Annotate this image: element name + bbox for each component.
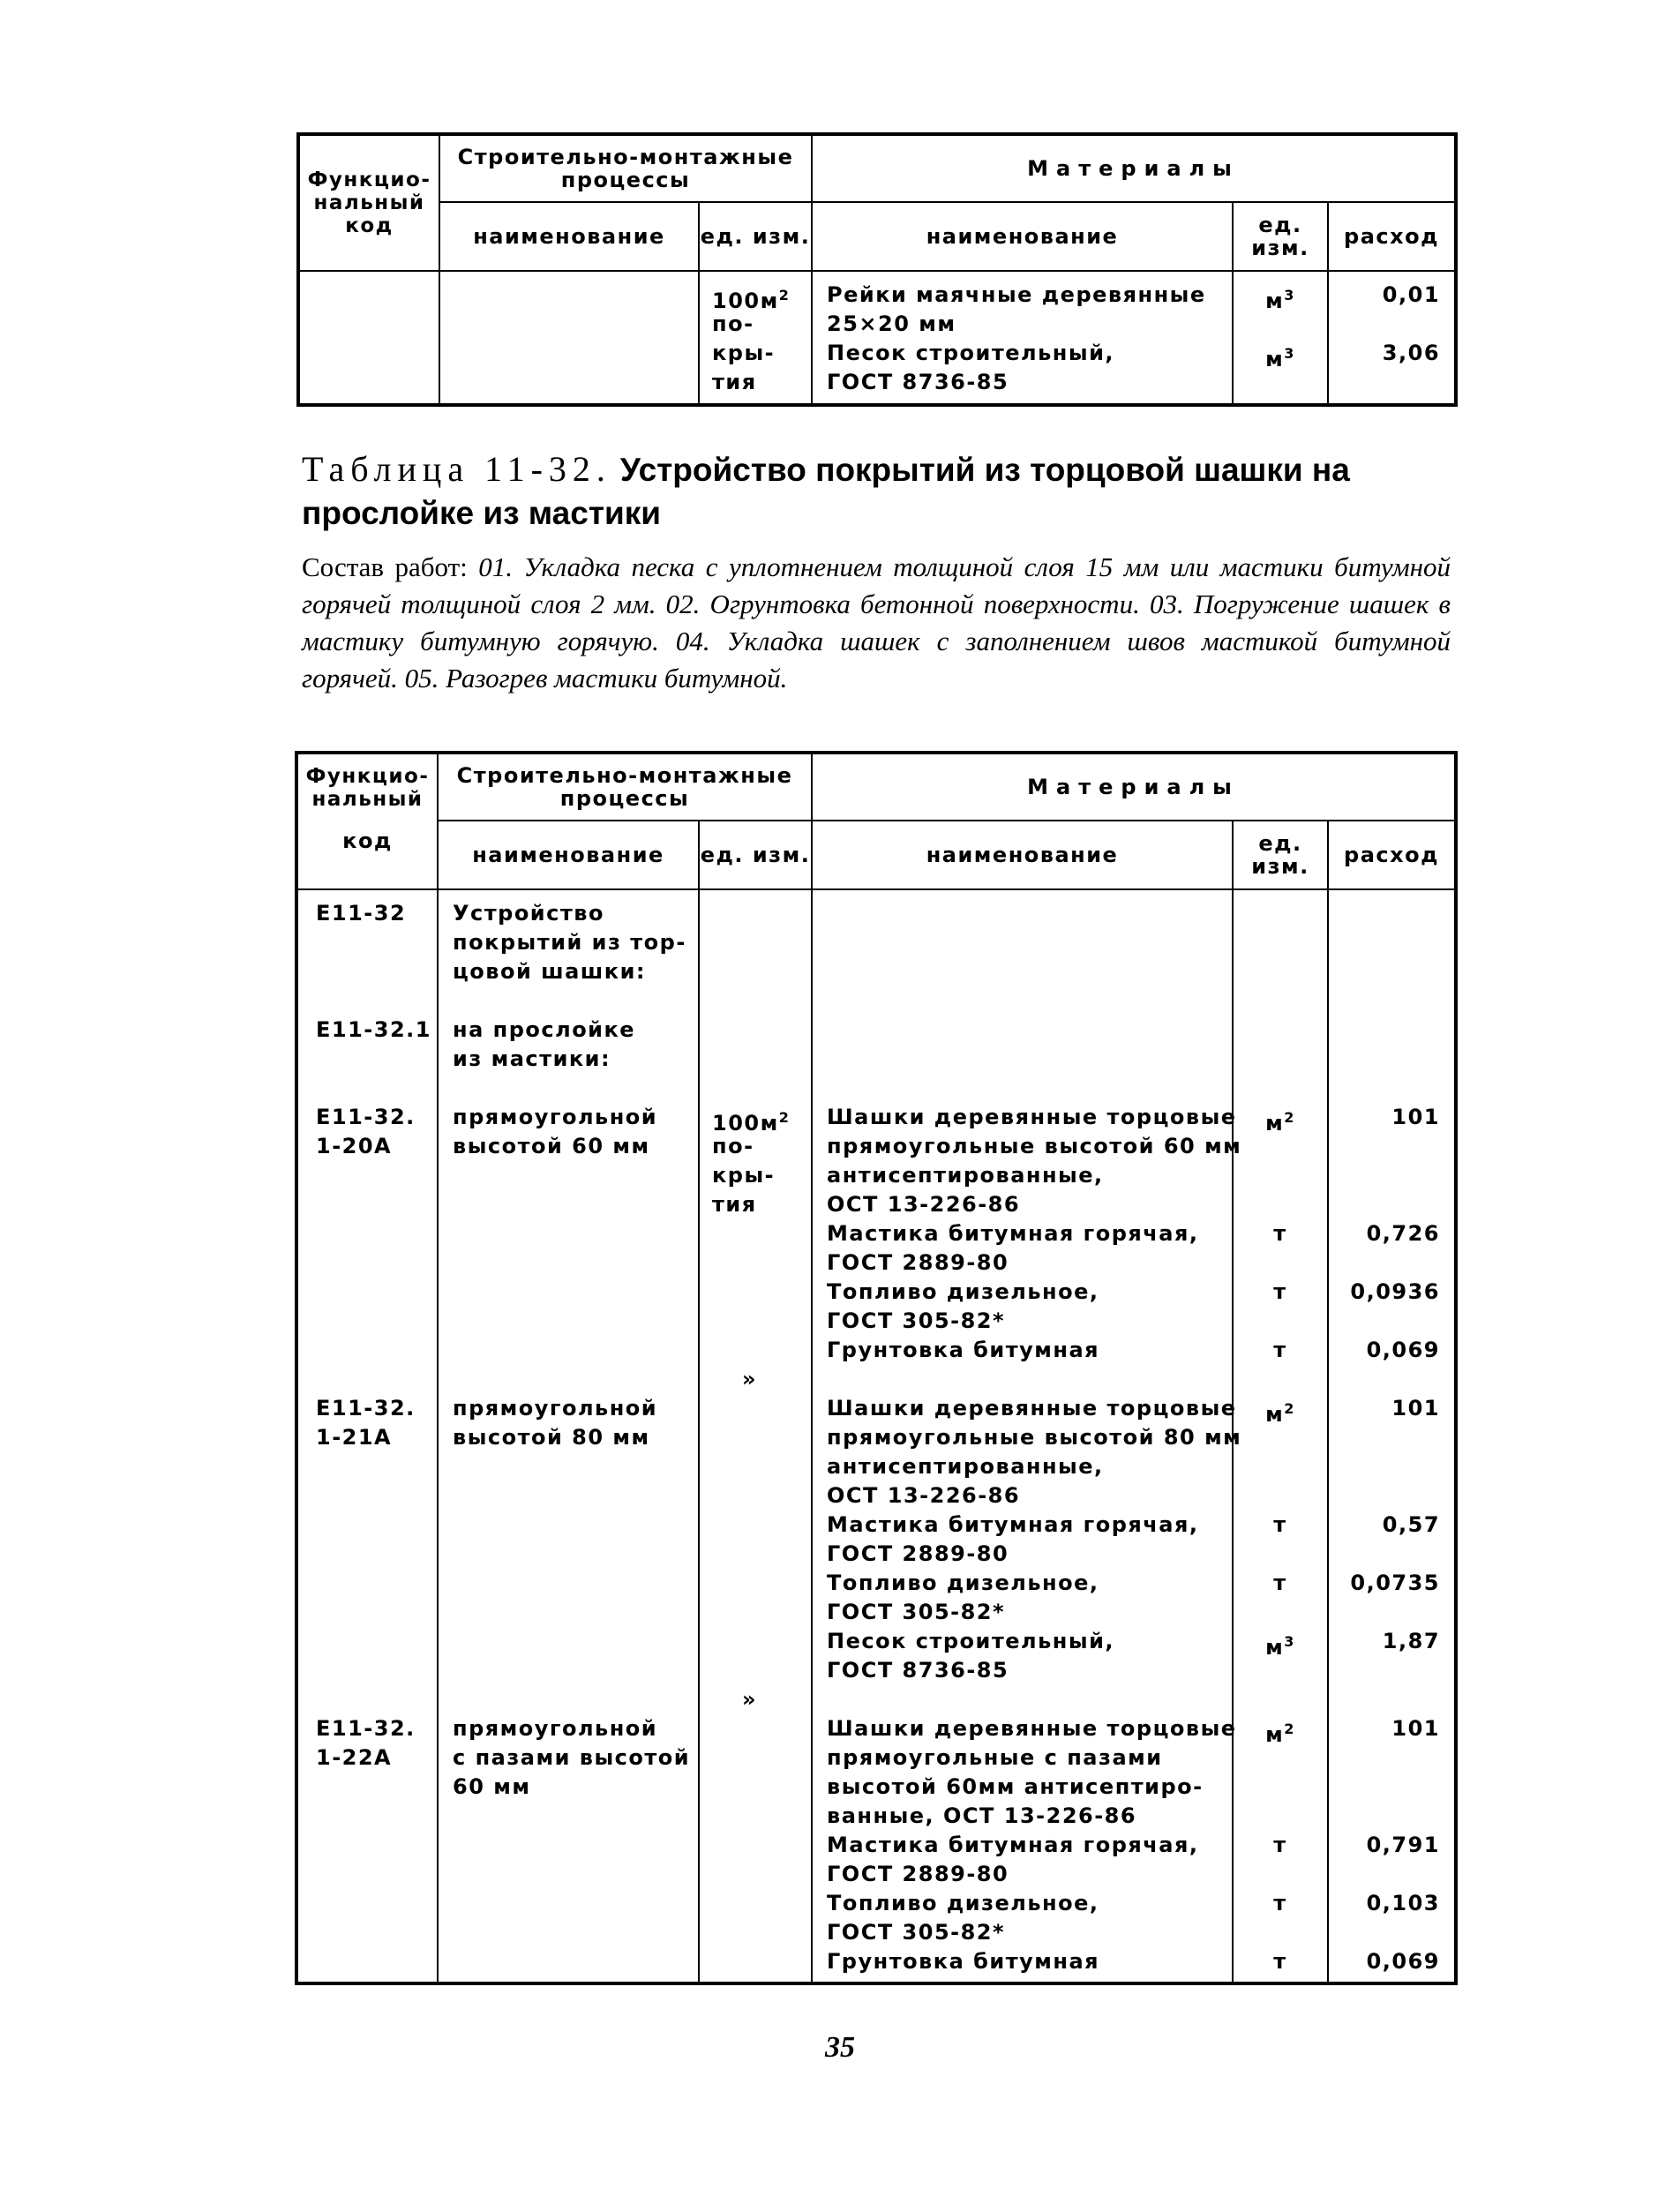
table-subject: Устройство покрытий из торцовой шашки на прослойке из мастики (302, 452, 1350, 531)
material-line: прямоугольные высотой 60 мм (827, 1134, 1242, 1158)
material-line: антисептированные, (827, 1163, 1104, 1188)
material-qty: 0,0735 (1350, 1571, 1441, 1595)
process-line: 60 мм (453, 1774, 531, 1799)
material-unit: $м^3$ (1265, 345, 1295, 371)
material-line: ГОСТ 8736-85 (827, 370, 1009, 394)
process-line: прямоугольной (453, 1105, 658, 1129)
code-line: Е11-32.1 (316, 1017, 431, 1042)
unit-line: по- (712, 1134, 754, 1158)
process-name-header: наименование (439, 202, 699, 271)
material-line: Песок строительный, (827, 341, 1115, 365)
material-line: антисептированные, (827, 1454, 1104, 1479)
consumption-cell (1328, 271, 1456, 405)
code-line: 1-21А (316, 1425, 393, 1450)
work-description (302, 549, 1451, 697)
material-line: Топливо дизельное, (827, 1891, 1099, 1915)
material-line: Грунтовка битумная (827, 1338, 1100, 1362)
process-unit-header: ед. изм. (699, 821, 812, 889)
material-unit: $м^3$ (1265, 287, 1295, 313)
unit-line: $100м^2$ (712, 1109, 791, 1136)
material-qty: 0,01 (1382, 282, 1441, 307)
material-line: ванные, ОСТ 13-226-86 (827, 1803, 1137, 1828)
process-line: Устройство (453, 901, 604, 926)
material-unit: т (1273, 1949, 1287, 1974)
ditto-mark: » (742, 1367, 758, 1391)
material-line: Шашки деревянные торцовые (827, 1716, 1237, 1741)
process-unit-cell (699, 271, 812, 405)
material-unit: $м^2$ (1265, 1400, 1295, 1427)
material-line: Шашки деревянные торцовые (827, 1105, 1237, 1129)
material-line: ГОСТ 2889-80 (827, 1541, 1009, 1566)
material-qty: 0,103 (1366, 1891, 1441, 1915)
page-number: 35 (825, 2031, 855, 2064)
material-name-cell (812, 271, 1233, 405)
table-title (302, 448, 1466, 535)
process-unit-header: ед. изм. (699, 202, 812, 271)
material-line: ГОСТ 2889-80 (827, 1250, 1009, 1275)
consumption-column (1328, 889, 1456, 1983)
code-line: Е11-32 (316, 901, 407, 926)
material-unit: $м^3$ (1265, 1633, 1295, 1660)
material-unit: т (1273, 1891, 1287, 1915)
material-unit-column (1233, 889, 1328, 1983)
consumption-header: расход (1328, 821, 1456, 889)
processes-header: Строительно-монтажные процессы (439, 134, 812, 202)
process-unit-column (699, 889, 812, 1983)
material-line: высотой 60мм антисептиро- (827, 1774, 1204, 1799)
material-line: Рейки маячные деревянные (827, 282, 1206, 307)
material-line: Мастика битумная горячая, (827, 1833, 1199, 1857)
material-line: ГОСТ 2889-80 (827, 1862, 1009, 1886)
work-description-text: 01. Укладка песка с уплотнением толщиной слоя 15 мм или мастики битумной горячей толщиной слоя 2 мм. 02. Огрунтовка бетонной поверхности. 03. Погружение шашек в мастику битумную горячую. 04. Укладка шашек с заполнением швов мастикой битумной горячей. 05. Разогрев мастики битумной. (302, 551, 1451, 693)
material-line: Топливо дизельное, (827, 1279, 1099, 1304)
material-unit: т (1273, 1833, 1287, 1857)
unit-line: кры- (712, 341, 776, 365)
code-line: Е11-32. (316, 1396, 416, 1421)
norm-table-11-32 (295, 751, 1458, 1985)
work-description-lead: Состав работ: (302, 551, 468, 582)
material-name-column (812, 889, 1242, 1983)
func-code-header-bottom: код (296, 821, 438, 889)
process-line: высотой 60 мм (453, 1134, 650, 1158)
process-line: на прослойке (453, 1017, 636, 1042)
code-line: 1-20А (316, 1134, 393, 1158)
code-line: Е11-32. (316, 1105, 416, 1129)
material-unit: т (1273, 1221, 1287, 1246)
material-line: 25×20 мм (827, 311, 956, 336)
consumption-header: расход (1328, 202, 1456, 271)
material-line: Грунтовка битумная (827, 1949, 1100, 1974)
code-column (296, 889, 438, 1983)
process-line: прямоугольной (453, 1396, 658, 1421)
process-line: с пазами высотой (453, 1745, 691, 1770)
func-code-header: Функцио-нальный код (298, 134, 439, 271)
code-line: Е11-32. (316, 1716, 416, 1741)
processes-header: Строительно-монтажные процессы (438, 753, 812, 821)
material-unit-header: ед. изм. (1233, 202, 1328, 271)
ditto-mark: » (742, 1687, 758, 1712)
material-unit: т (1273, 1571, 1287, 1595)
process-line: из мастики: (453, 1046, 611, 1071)
process-line: высотой 80 мм (453, 1425, 650, 1450)
unit-line: $100м^2$ (712, 287, 791, 313)
process-line: прямоугольной (453, 1716, 658, 1741)
material-line: Песок строительный, (827, 1629, 1115, 1653)
func-code-header-top: Функцио-нальный (296, 753, 438, 821)
material-unit: т (1273, 1512, 1287, 1537)
material-line: ГОСТ 8736-85 (827, 1658, 1009, 1683)
material-unit-cell (1233, 271, 1328, 405)
material-qty: 101 (1391, 1716, 1441, 1741)
material-qty: 1,87 (1382, 1629, 1441, 1653)
material-line: ОСТ 13-226-86 (827, 1192, 1021, 1217)
material-qty: 0,069 (1366, 1338, 1441, 1362)
materials-header: Материалы (812, 753, 1456, 821)
material-line: Мастика битумная горячая, (827, 1512, 1199, 1537)
material-qty: 101 (1391, 1396, 1441, 1421)
material-unit-header: ед. изм. (1233, 821, 1328, 889)
material-line: Мастика битумная горячая, (827, 1221, 1199, 1246)
material-qty: 3,06 (1382, 341, 1441, 365)
material-qty: 101 (1391, 1105, 1441, 1129)
material-line: Шашки деревянные торцовые (827, 1396, 1237, 1421)
continued-norm-table (296, 132, 1458, 407)
material-qty: 0,57 (1382, 1512, 1441, 1537)
unit-line: тия (712, 1192, 757, 1217)
material-line: Топливо дизельное, (827, 1571, 1099, 1595)
unit-line: кры- (712, 1163, 776, 1188)
material-qty: 0,0936 (1350, 1279, 1441, 1304)
material-line: ГОСТ 305-82* (827, 1308, 1006, 1333)
code-line: 1-22А (316, 1745, 393, 1770)
material-line: прямоугольные с пазами (827, 1745, 1163, 1770)
material-line: ГОСТ 305-82* (827, 1920, 1006, 1945)
material-unit: т (1273, 1279, 1287, 1304)
material-unit: т (1273, 1338, 1287, 1362)
material-line: прямоугольные высотой 80 мм (827, 1425, 1242, 1450)
material-name-header: наименование (812, 821, 1233, 889)
material-unit: $м^2$ (1265, 1720, 1295, 1747)
process-name-cell (439, 271, 699, 405)
material-qty: 0,791 (1366, 1833, 1441, 1857)
material-line: ГОСТ 305-82* (827, 1600, 1006, 1624)
process-line: покрытий из тор- (453, 930, 686, 955)
unit-line: по- (712, 311, 754, 336)
material-qty: 0,069 (1366, 1949, 1441, 1974)
process-name-column (438, 889, 699, 1983)
materials-header: Материалы (812, 134, 1456, 202)
process-name-header: наименование (438, 821, 699, 889)
table-number: Таблица 11-32. (302, 449, 611, 489)
material-line: ОСТ 13-226-86 (827, 1483, 1021, 1508)
code-cell (298, 271, 439, 405)
material-name-header: наименование (812, 202, 1233, 271)
process-line: цовой шашки: (453, 959, 646, 984)
unit-line: тия (712, 370, 757, 394)
material-unit: $м^2$ (1265, 1109, 1295, 1136)
material-qty: 0,726 (1366, 1221, 1441, 1246)
